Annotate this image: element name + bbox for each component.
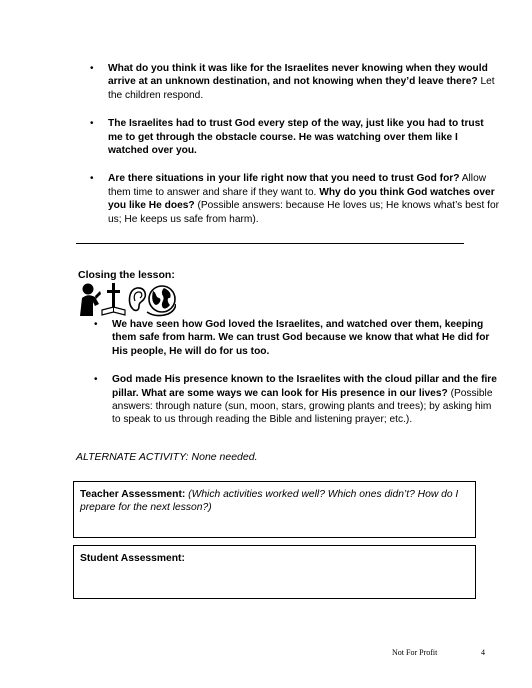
bullet-bold-text: Why do you think God watches over you like He does? — [108, 186, 495, 212]
bullet-normal-text: (Possible answers: through nature (sun, moon, stars, growing plants and trees); by asking him to speak to us through reading the Bible and listening prayer; etc.). — [112, 387, 493, 426]
bullet-bold-text: Are there situations in your life right now that you need to trust God for? — [108, 173, 460, 185]
bullet-normal-text: Allow them time to answer and share if they want to. — [108, 173, 487, 198]
ear-icon — [129, 288, 145, 311]
teacher-assessment-box — [73, 481, 476, 538]
list-item — [90, 172, 500, 226]
teacher-assessment-prompt: (Which activities worked well? Which ones didn’t? How do I prepare for the next lesson?) — [80, 489, 459, 514]
bullet-icon: • — [94, 319, 98, 330]
alternate-activity: ALTERNATE ACTIVITY: None needed. — [76, 451, 258, 463]
closing-heading: Closing the lesson: — [78, 269, 175, 281]
cross-with-bible-icon — [102, 283, 125, 315]
discussion-questions-list — [90, 62, 500, 241]
student-assessment-label: Student Assessment: — [80, 553, 185, 564]
list-item — [90, 117, 500, 157]
globe-icon — [147, 286, 176, 316]
closing-points-list — [94, 318, 498, 442]
bullet-icon: • — [94, 374, 98, 386]
praying-child-icon — [80, 284, 101, 317]
page-number: 4 — [481, 648, 485, 657]
list-item — [94, 373, 498, 427]
bullet-bold-text: God made His presence known to the Israelites with the cloud pillar and the fire pillar. What are some ways we can look for His presence in our lives? — [112, 374, 497, 399]
list-item — [90, 62, 500, 102]
bullet-bold-text: The Israelites had to trust God every step of the way, just like you had to trust me to get through the obstacle course. He was watching over them like I watched over you. — [108, 118, 484, 157]
section-divider — [76, 243, 464, 244]
closing-clipart — [76, 282, 176, 318]
student-assessment-box — [73, 545, 476, 599]
bullet-icon: • — [90, 173, 94, 185]
list-item — [94, 318, 498, 358]
footer-text: Not For Profit — [392, 648, 438, 657]
teacher-assessment-label: Teacher Assessment: — [80, 489, 186, 500]
bullet-normal-text: Let the children respond. — [108, 76, 495, 101]
bullet-bold-text: What do you think it was like for the Israelites never knowing when they would arrive at an unknown destination, and not knowing when they’d leave there? — [108, 63, 488, 88]
bullet-icon: • — [90, 118, 94, 130]
bullet-normal-text: (Possible answers: because He loves us; He knows what’s best for us; He keeps us safe from harm). — [108, 200, 500, 225]
bullet-bold-text: We have seen how God loved the Israelites, and watched over them, keeping them safe from harm. We can trust God because we know that what He did for His people, He will do for us too. — [112, 319, 490, 357]
bullet-icon: • — [90, 63, 94, 74]
